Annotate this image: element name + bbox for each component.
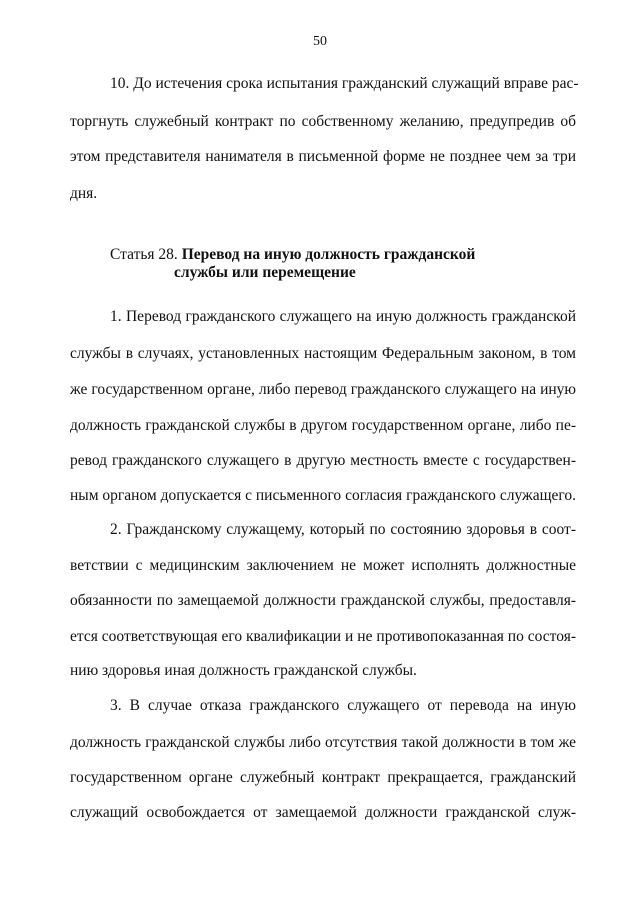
paragraph-1-line: должность гражданской службы в другом государственном органе, либо пе- xyxy=(70,417,576,434)
paragraph-3-line: служащий освобождается от замещаемой должности гражданской служ- xyxy=(70,804,576,821)
article-number: Статья 28. xyxy=(110,246,178,263)
page-number: 50 xyxy=(313,34,327,49)
paragraph-1-line: службы в случаях, установленных настоящим Федеральным законом, в том xyxy=(70,345,576,362)
paragraph-10-line: дня. xyxy=(70,185,98,202)
article-heading xyxy=(110,245,475,265)
paragraph-3-line: 3. В случае отказа гражданского служащего от перевода на иную xyxy=(110,697,576,714)
paragraph-1-line: ревод гражданского служащего в другую местность вместе с государствен- xyxy=(70,452,576,469)
paragraph-3-line: государственном органе служебный контракт прекращается, гражданский xyxy=(70,769,576,786)
paragraph-2-line: нию здоровья иная должность гражданской службы. xyxy=(70,662,417,679)
paragraph-2-line: ветствии с медицинским заключением не может исполнять должностные xyxy=(70,557,576,574)
paragraph-1-line: ным органом допускается с письменного согласия гражданского служащего. xyxy=(70,487,576,504)
article-title: Перевод на иную должность гражданской xyxy=(181,246,476,263)
paragraph-2-line: обязанности по замещаемой должности гражданской службы, предоставля- xyxy=(70,592,576,609)
paragraph-10-line: торгнуть служебный контракт по собственному желанию, предупредив об xyxy=(70,113,576,130)
paragraph-2-line: 2. Гражданскому служащему, который по состоянию здоровья в соот- xyxy=(110,521,576,538)
paragraph-10-line: 10. До истечения срока испытания гражданский служащий вправе рас- xyxy=(110,75,579,92)
paragraph-1-line: же государственном органе, либо перевод гражданского служащего на иную xyxy=(70,381,576,398)
article-title-continued: службы или перемещение xyxy=(174,264,356,281)
paragraph-3-line: должность гражданской службы либо отсутствия такой должности в том же xyxy=(70,734,576,751)
paragraph-2-line: ется соответствующая его квалификации и не противопоказанная по состоя- xyxy=(70,628,576,645)
paragraph-10-line: этом представителя нанимателя в письменной форме не позднее чем за три xyxy=(70,148,576,165)
paragraph-1-line: 1. Перевод гражданского служащего на иную должность гражданской xyxy=(110,308,576,325)
